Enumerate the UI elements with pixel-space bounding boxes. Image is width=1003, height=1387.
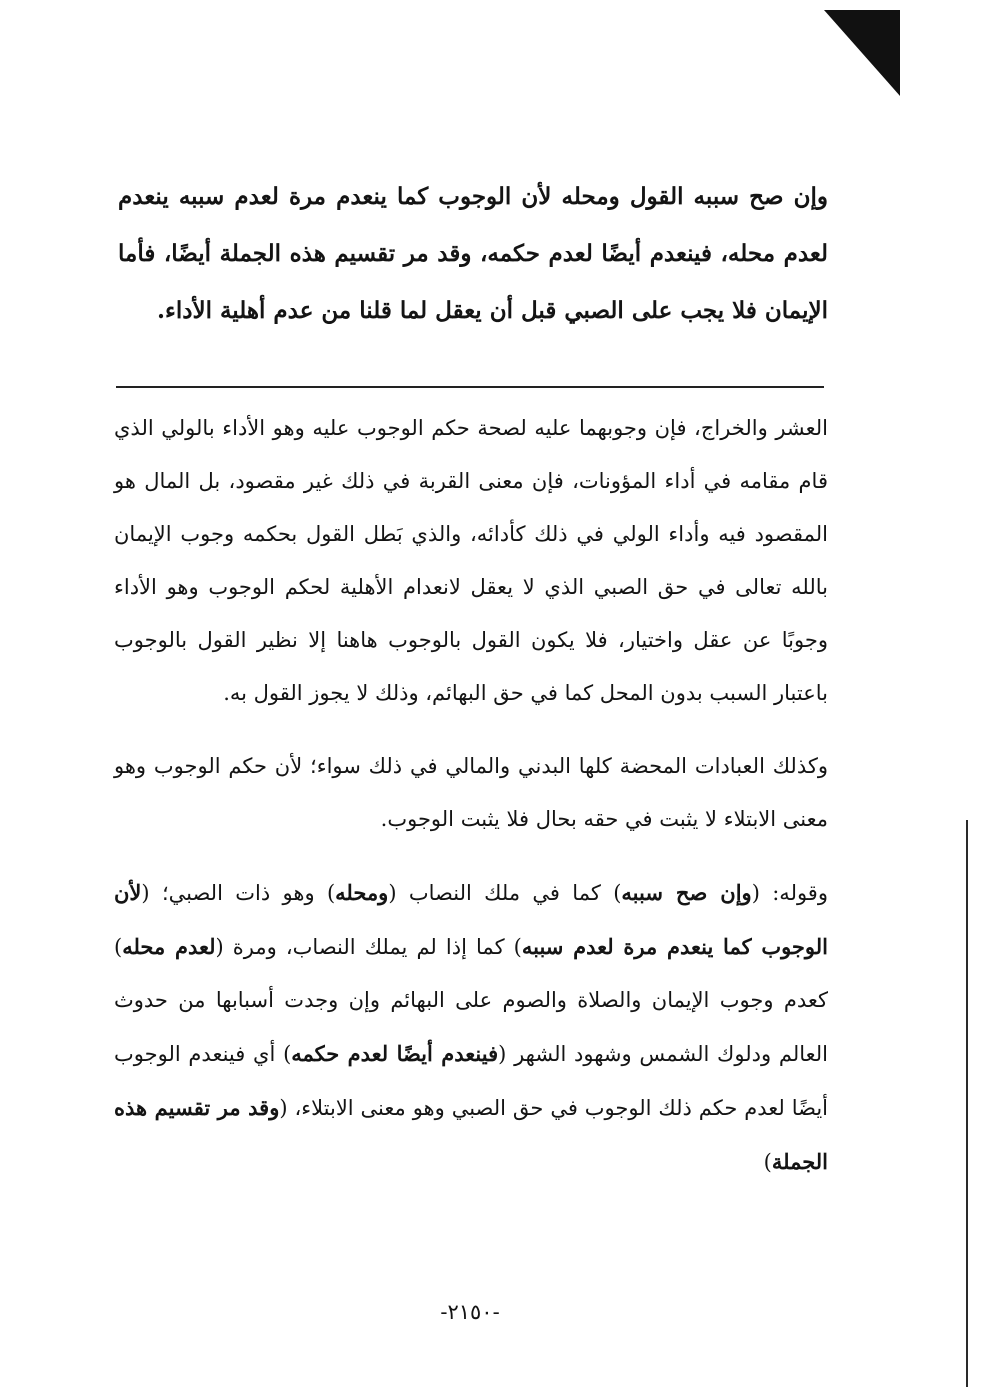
quoted-phrase: وإن صح سببه <box>621 880 752 905</box>
commentary-text: ) <box>763 1150 772 1174</box>
margin-rule <box>966 820 968 1387</box>
commentary-text: ) أي فينعدم الوجوب أيضًا لعدم حكم ذلك الوجوب في حق الصبي وهو معنى الابتلاء، ( <box>114 1042 828 1120</box>
commentary-text: وقوله: ( <box>751 881 828 905</box>
commentary-paragraph-1: العشر والخراج، فإن وجوبهما عليه لصحة حكم الوجوب عليه وهو الأداء بالولي الذي قام مقامه في أداء المؤونات، فإن معنى القربة في ذلك غير مقصود، بل المال هو المقصود فيه وأداء الولي في ذلك كأدائه، والذي بَطل القول بحكمه وجوب الإيمان بالله تعالى في حق الصبي الذي لا يعقل لانعدام الأهلية لحكم الوجوب وهو الأداء وجوبًا عن عقل واختيار، فلا يكون القول بالوجوب هاهنا إلا نظير القول بالوجوب باعتبار السبب بدون المحل كما في حق البهائم، وذلك لا يجوز القول به. <box>114 416 828 705</box>
commentary-paragraph-2: وكذلك العبادات المحضة كلها البدني والمالي في ذلك سواء؛ لأن حكم الوجوب وهو معنى الابتلاء لا يثبت في حقه بحال فلا يثبت الوجوب. <box>114 754 828 831</box>
commentary-text: ) كما في ملك النصاب ( <box>388 881 622 905</box>
quoted-phrase: فينعدم أيضًا لعدم حكمه <box>291 1041 499 1066</box>
page-corner-mark <box>824 10 900 96</box>
footnote-divider <box>116 386 824 388</box>
page-number: -٢١٥٠- <box>440 1300 500 1324</box>
commentary-text: ) كعدم وجوب الإيمان والصلاة والصوم على البهائم وإن وجدت أسبابها من حدوث العالم ودلوك الشمس وشهود الشهر ( <box>114 935 828 1066</box>
commentary-paragraph-3 <box>114 866 828 1189</box>
commentary-text: ) وهو ذات الصبي؛ ( <box>141 881 336 905</box>
quoted-phrase: لعدم محله <box>122 934 216 959</box>
quoted-phrase: وقد مر تقسيم هذه الجملة <box>114 1095 828 1174</box>
quoted-phrase: لأن الوجوب كما ينعدم مرة لعدم سببه <box>114 880 828 959</box>
commentary-text: ) كما إذا لم يملك النصاب، ومرة ( <box>215 935 522 959</box>
quoted-phrase: ومحله <box>335 880 389 905</box>
commentary <box>114 402 828 1209</box>
main-text: وإن صح سببه القول ومحله لأن الوجوب كما ينعدم مرة لعدم سببه ينعدم لعدم محله، فينعدم أيضًا لعدم حكمه، وقد مر تقسيم هذه الجملة أيضًا، فأما الإيمان فلا يجب على الصبي قبل أن يعقل لما قلنا من عدم أهلية الأداء. <box>118 183 828 324</box>
